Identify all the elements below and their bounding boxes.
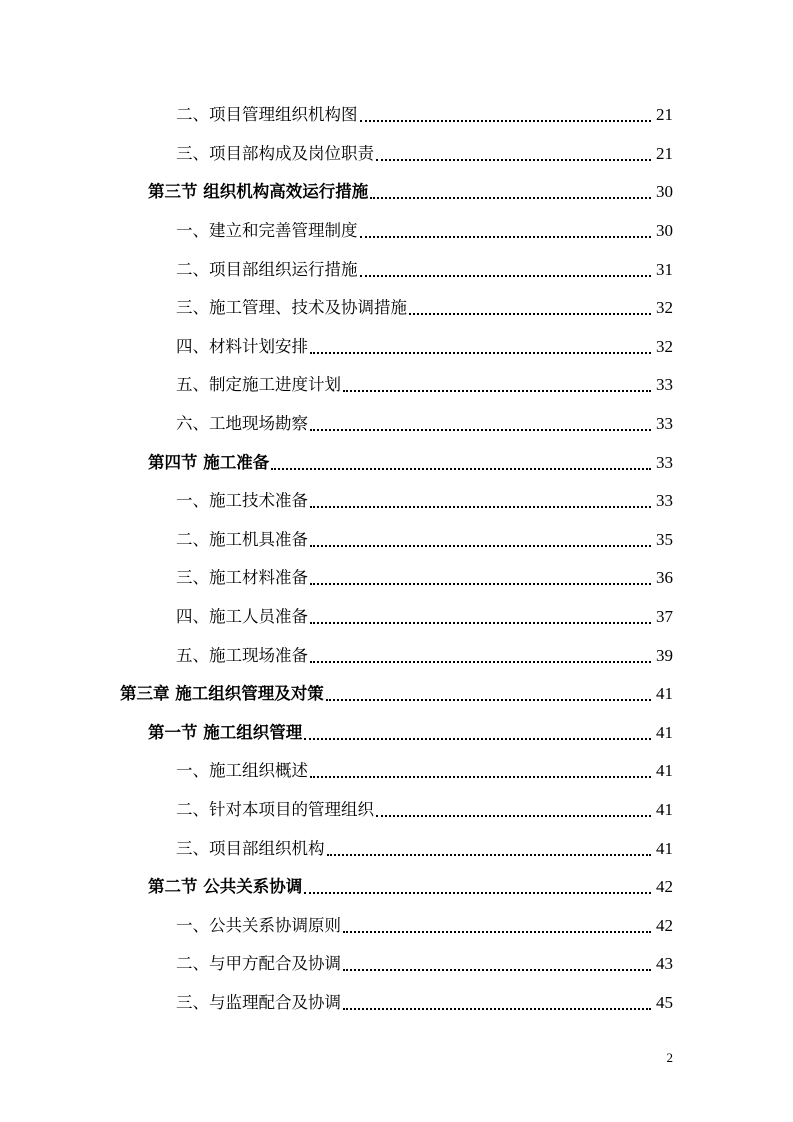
toc-entry-page-number: 33 <box>656 491 673 511</box>
toc-entry-page-number: 30 <box>656 182 673 202</box>
toc-dot-leader <box>376 815 651 817</box>
toc-dot-leader <box>360 236 652 238</box>
toc-entry[interactable] <box>0 791 793 830</box>
toc-entry-title: 五、制定施工进度计划 <box>176 375 341 395</box>
toc-dot-leader <box>310 661 651 663</box>
toc-entry[interactable] <box>0 212 793 251</box>
toc-entry[interactable] <box>0 96 793 135</box>
toc-entry[interactable] <box>0 714 793 753</box>
toc-entry-page-number: 36 <box>656 568 673 588</box>
toc-entry-title: 二、与甲方配合及协调 <box>176 954 341 974</box>
toc-entry[interactable] <box>0 135 793 174</box>
toc-entry-page-number: 41 <box>656 722 673 742</box>
toc-entry-title: 三、与监理配合及协调 <box>176 992 341 1012</box>
toc-entry[interactable] <box>0 405 793 444</box>
toc-entry-title: 三、项目部组织机构 <box>176 838 325 858</box>
toc-entry[interactable] <box>0 752 793 791</box>
toc-entry[interactable] <box>0 559 793 598</box>
toc-dot-leader <box>310 545 651 547</box>
toc-entry[interactable] <box>0 636 793 675</box>
toc-entry-page-number: 21 <box>656 105 673 125</box>
toc-entry[interactable] <box>0 906 793 945</box>
toc-entry[interactable] <box>0 482 793 521</box>
toc-entry-page-number: 30 <box>656 221 673 241</box>
toc-dot-leader <box>310 429 651 431</box>
toc-entry[interactable] <box>0 945 793 984</box>
table-of-contents <box>0 96 793 1022</box>
toc-entry-title: 三、项目部构成及岗位职责 <box>176 143 374 163</box>
toc-entry-title: 一、施工技术准备 <box>176 491 308 511</box>
toc-entry-page-number: 42 <box>656 915 673 935</box>
toc-entry-title: 第三节 组织机构高效运行措施 <box>148 182 369 202</box>
toc-dot-leader <box>370 197 651 199</box>
toc-entry[interactable] <box>0 173 793 212</box>
toc-entry-page-number: 33 <box>656 414 673 434</box>
toc-entry-title: 第一节 施工组织管理 <box>148 722 303 742</box>
toc-entry[interactable] <box>0 366 793 405</box>
toc-entry-title: 第二节 公共关系协调 <box>148 877 303 897</box>
toc-entry-title: 二、针对本项目的管理组织 <box>176 799 374 819</box>
toc-entry[interactable] <box>0 443 793 482</box>
toc-entry-title: 二、项目部组织运行措施 <box>176 259 358 279</box>
toc-entry-page-number: 33 <box>656 375 673 395</box>
toc-entry-title: 第四节 施工准备 <box>148 452 270 472</box>
toc-entry-title: 二、施工机具准备 <box>176 529 308 549</box>
toc-dot-leader <box>310 583 651 585</box>
toc-entry[interactable] <box>0 868 793 907</box>
toc-dot-leader <box>343 390 651 392</box>
toc-entry-title: 一、建立和完善管理制度 <box>176 221 358 241</box>
toc-entry-page-number: 35 <box>656 529 673 549</box>
toc-entry-title: 二、项目管理组织机构图 <box>176 105 358 125</box>
toc-dot-leader <box>343 931 651 933</box>
toc-entry-page-number: 32 <box>656 298 673 318</box>
toc-entry[interactable] <box>0 521 793 560</box>
toc-dot-leader <box>310 506 651 508</box>
toc-dot-leader <box>271 468 651 470</box>
toc-entry-title: 四、材料计划安排 <box>176 336 308 356</box>
toc-dot-leader <box>409 313 651 315</box>
toc-entry-page-number: 41 <box>656 684 673 704</box>
toc-entry-page-number: 42 <box>656 877 673 897</box>
page-number: 2 <box>666 1050 673 1065</box>
toc-entry-page-number: 45 <box>656 992 673 1012</box>
toc-dot-leader <box>310 622 651 624</box>
toc-entry[interactable] <box>0 598 793 637</box>
toc-entry-page-number: 41 <box>656 799 673 819</box>
toc-entry-title: 一、公共关系协调原则 <box>176 915 341 935</box>
toc-entry-title: 六、工地现场勘察 <box>176 414 308 434</box>
toc-entry-page-number: 31 <box>656 259 673 279</box>
toc-entry-title: 第三章 施工组织管理及对策 <box>120 684 324 704</box>
toc-dot-leader <box>360 120 652 122</box>
toc-entry[interactable] <box>0 829 793 868</box>
toc-entry[interactable] <box>0 675 793 714</box>
toc-entry-page-number: 39 <box>656 645 673 665</box>
toc-entry-title: 三、施工管理、技术及协调措施 <box>176 298 407 318</box>
toc-entry-title: 三、施工材料准备 <box>176 568 308 588</box>
toc-entry-page-number: 41 <box>656 761 673 781</box>
toc-entry[interactable] <box>0 328 793 367</box>
toc-entry-title: 四、施工人员准备 <box>176 607 308 627</box>
toc-entry-page-number: 21 <box>656 143 673 163</box>
toc-dot-leader <box>304 892 651 894</box>
toc-entry[interactable] <box>0 250 793 289</box>
toc-dot-leader <box>304 738 651 740</box>
toc-dot-leader <box>343 969 651 971</box>
toc-dot-leader <box>360 275 652 277</box>
toc-entry-title: 一、施工组织概述 <box>176 761 308 781</box>
toc-entry-title: 五、施工现场准备 <box>176 645 308 665</box>
toc-entry-page-number: 41 <box>656 838 673 858</box>
toc-entry[interactable] <box>0 984 793 1023</box>
toc-entry-page-number: 43 <box>656 954 673 974</box>
toc-entry[interactable] <box>0 289 793 328</box>
toc-dot-leader <box>327 854 652 856</box>
toc-entry-page-number: 37 <box>656 607 673 627</box>
toc-dot-leader <box>376 159 651 161</box>
toc-entry-page-number: 33 <box>656 452 673 472</box>
toc-dot-leader <box>310 352 651 354</box>
toc-dot-leader <box>310 776 651 778</box>
toc-dot-leader <box>326 699 651 701</box>
toc-dot-leader <box>343 1008 651 1010</box>
toc-entry-page-number: 32 <box>656 336 673 356</box>
